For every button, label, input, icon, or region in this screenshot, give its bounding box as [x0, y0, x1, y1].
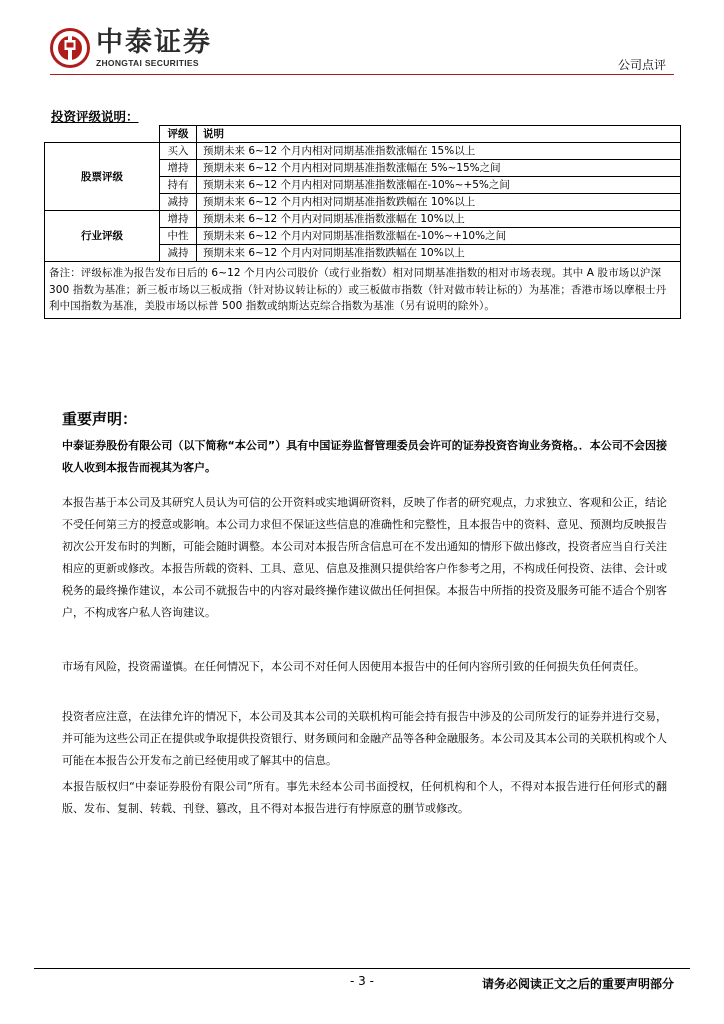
- footer-divider: [34, 968, 690, 969]
- rating-desc: 预期未来 6~12 个月内相对同期基准指数跌幅在 10%以上: [197, 194, 681, 211]
- rating-level: 增持: [160, 211, 197, 228]
- zhongtai-logo-icon: [50, 28, 90, 68]
- declaration-title: 重要声明：: [62, 410, 138, 428]
- footer-note: 请务必阅读正文之后的重要声明部分: [481, 977, 674, 991]
- rating-desc: 预期未来 6~12 个月内对同期基准指数跌幅在 10%以上: [197, 245, 681, 262]
- logo-text-en: ZHONGTAI SECURITIES: [96, 58, 199, 68]
- rating-desc: 预期未来 6~12 个月内相对同期基准指数涨幅在-10%~+5%之间: [197, 177, 681, 194]
- rating-note: 备注：评级标准为报告发布日后的 6~12 个月内公司股价（或行业指数）相对同期基准指数的相对市场表现。其中 A 股市场以沪深 300 指数为基准；新三板市场以三板成指（针对协议转让标的）或三板做市指数（针对做市转让标的）为基准；香港市场以摩根士丹利中国指数为基准，美股市场以标普 500 指数或纳斯达克综合指数为基准（另有说明的除外）。: [45, 262, 681, 319]
- rating-table: [44, 125, 681, 319]
- rating-level: 减持: [160, 245, 197, 262]
- page-number: - 3 -: [350, 974, 374, 988]
- doc-type: 公司点评: [617, 58, 666, 72]
- rating-level: 减持: [160, 194, 197, 211]
- header-divider: [50, 74, 674, 75]
- header-level: 评级: [160, 126, 197, 143]
- stock-rating-label: 股票评级: [45, 143, 160, 211]
- rating-level: 中性: [160, 228, 197, 245]
- declaration-paragraph: 市场有风险，投资需谨慎。在任何情况下，本公司不对任何人因使用本报告中的任何内容所引致的任何损失负任何责任。: [62, 660, 645, 673]
- rating-desc: 预期未来 6~12 个月内相对同期基准指数涨幅在 15%以上: [197, 143, 681, 160]
- declaration-paragraph: 本报告基于本公司及其研究人员认为可信的公开资料或实地调研资料，反映了作者的研究观点，力求独立、客观和公正，结论不受任何第三方的授意或影响。本公司力求但不保证这些信息的准确性和完整性，且本报告中的资料、意见、预测均反映报告初次公开发布时的判断，可能会随时调整。本公司对本报告所含信息可在不发出通知的情形下做出修改，投资者应当自行关注相应的更新或修改。本报告所载的资料、工具、意见、信息及推测只提供给客户作参考之用，不构成任何投资、法律、会计或税务的最终操作建议，本公司不就报告中的内容对最终操作建议做出任何担保。本报告中所指的投资及服务可能不适合个别客户，不构成客户私人咨询建议。: [62, 496, 667, 619]
- table-corner-cell: [45, 126, 160, 143]
- table-row: [45, 143, 681, 160]
- header-desc: 说明: [197, 126, 681, 143]
- rating-desc: 预期未来 6~12 个月内对同期基准指数涨幅在 10%以上: [197, 211, 681, 228]
- rating-level: 买入: [160, 143, 197, 160]
- logo-text-cn: 中泰证券: [96, 27, 212, 58]
- table-note-row: [45, 262, 681, 319]
- industry-rating-label: 行业评级: [45, 211, 160, 262]
- rating-desc: 预期未来 6~12 个月内相对同期基准指数涨幅在 5%~15%之间: [197, 160, 681, 177]
- rating-section-title: 投资评级说明：: [51, 109, 139, 124]
- declaration-paragraph: 本报告版权归“中泰证券股份有限公司”所有。事先未经本公司书面授权，任何机构和个人，不得对本报告进行任何形式的翻版、发布、复制、转载、刊登、篡改，且不得对本报告进行有悖原意的删节或修改。: [62, 780, 667, 815]
- rating-level: 持有: [160, 177, 197, 194]
- declaration-intro: 中泰证券股份有限公司（以下简称“本公司”）具有中国证券监督管理委员会许可的证券投资咨询业务资格。．本公司不会因接收人收到本报告而视其为客户。: [62, 439, 667, 474]
- rating-level: 增持: [160, 160, 197, 177]
- table-header-row: [45, 126, 681, 143]
- company-logo: [50, 26, 220, 72]
- rating-desc: 预期未来 6~12 个月内对同期基准指数涨幅在-10%~+10%之间: [197, 228, 681, 245]
- table-row: [45, 211, 681, 228]
- declaration-paragraph: 投资者应注意，在法律允许的情况下，本公司及其本公司的关联机构可能会持有报告中涉及的公司所发行的证券并进行交易，并可能为这些公司正在提供或争取提供投资银行、财务顾问和金融产品等各种金融服务。本公司及其本公司的关联机构或个人可能在本报告公开发布之前已经使用或了解其中的信息。: [62, 710, 667, 767]
